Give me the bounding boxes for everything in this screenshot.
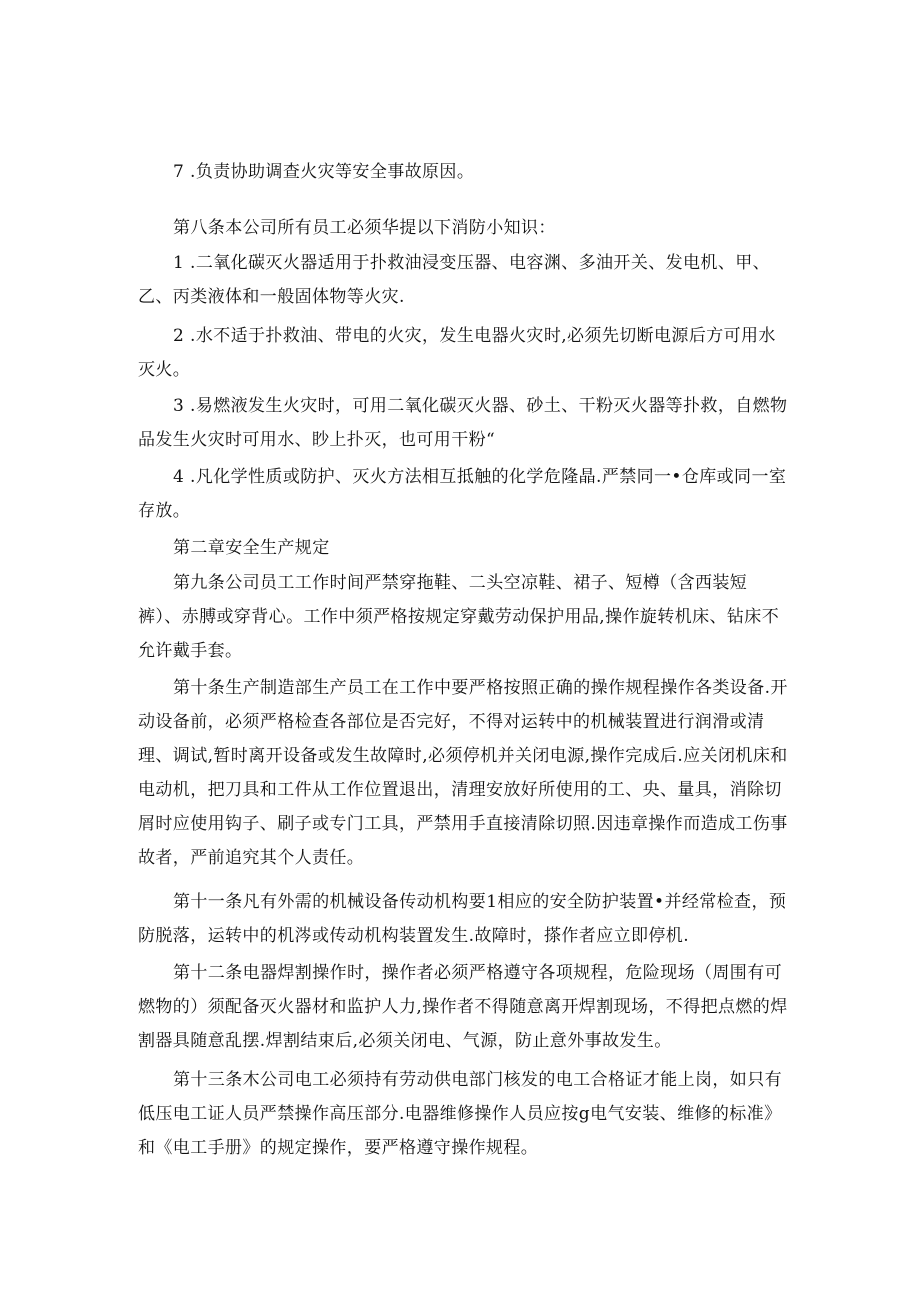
fire-tip-2-paragraph: 2 .水不适于扑救油、带电的火灾，发生电器火灾时,必须先切断电源后方可用水灭火。: [138, 326, 776, 380]
article-12-paragraph: 第十二条电器焊割操作时，操作者必须严格遵守各项规程，危险现场（周围有可燃物的）须配备灭火器材和监护人力,操作者不得随意离开焊割现场，不得把点燃的焊割器具随意乱摆.焊割结束后,必须关闭电、气源，防止意外事故发生。: [138, 963, 788, 1051]
article-13-paragraph: 第十三条木公司电工必须持有劳动供电部门核发的电工合格证才能上岗，如只有低压电工证人员严禁操作高压部分.电器维修操作人员应按g电气安装、维修的标准》和《电工手册》的规定操作，要严格遵守操作规程。: [138, 1070, 782, 1158]
fire-tip-3-paragraph: 3 .易燃液发生火灾时，可用二氧化碳灭火器、砂土、干粉灭火器等扑救，自燃物品发生火灾时可用水、眇上扑灭，也可用干粉“: [138, 396, 788, 450]
fire-tip-1-paragraph: 1 .二氧化碳灭火器适用于扑救油浸变压器、电容渊、多油开关、发电机、甲、乙、丙类液体和一般固体物等火灾.: [138, 253, 771, 307]
article-9-paragraph: 第九条公司员工工作时间严禁穿拖鞋、二头空凉鞋、裙子、短樽（含西装短裤）、赤膊或穿背心。工作中须严格按规定穿戴劳动保护用品,操作旋转机床、钻床不允许戴手套。: [138, 573, 780, 661]
item-7-paragraph: 7 .负责协助调查火灾等安全事故原因。: [173, 162, 475, 182]
chapter-2-heading: 第二章安全生产规定: [173, 538, 330, 558]
article-8-paragraph: 第八条本公司所有员工必须华提以下消防小知识：: [173, 218, 556, 238]
article-10-paragraph: 第十条生产制造部生产员工在工作中要严格按照正确的操作规程操作各类设备.开动设备前，必须严格检查各部位是否完好，不得对运转中的机械装置进行润滑或清理、调试,暂时离开设备或发生故障时,必须停机并关闭电源,操作完成后.应关闭机床和电动机，把刀具和工件从工作位置退出，清理安放好所使用的工、央、量具，消除切屑时应使用钩子、刷子或专门工具，严禁用手直接清除切照.因违章操作而造成工伤事故者，严前追究其个人责任。: [138, 678, 788, 868]
article-11-paragraph: 第十一条凡有外需的机械设备传动机构要1相应的安全防护装置•并经常检查，预防脱落，运转中的机涔或传动机构装置发生.故障时，搽作者应立即停机.: [138, 892, 787, 946]
fire-tip-4-paragraph: 4 .凡化学性质或防护、灭火方法相互抵触的化学危隆晶.严禁同一•仓库或同一室存放。: [138, 467, 787, 521]
